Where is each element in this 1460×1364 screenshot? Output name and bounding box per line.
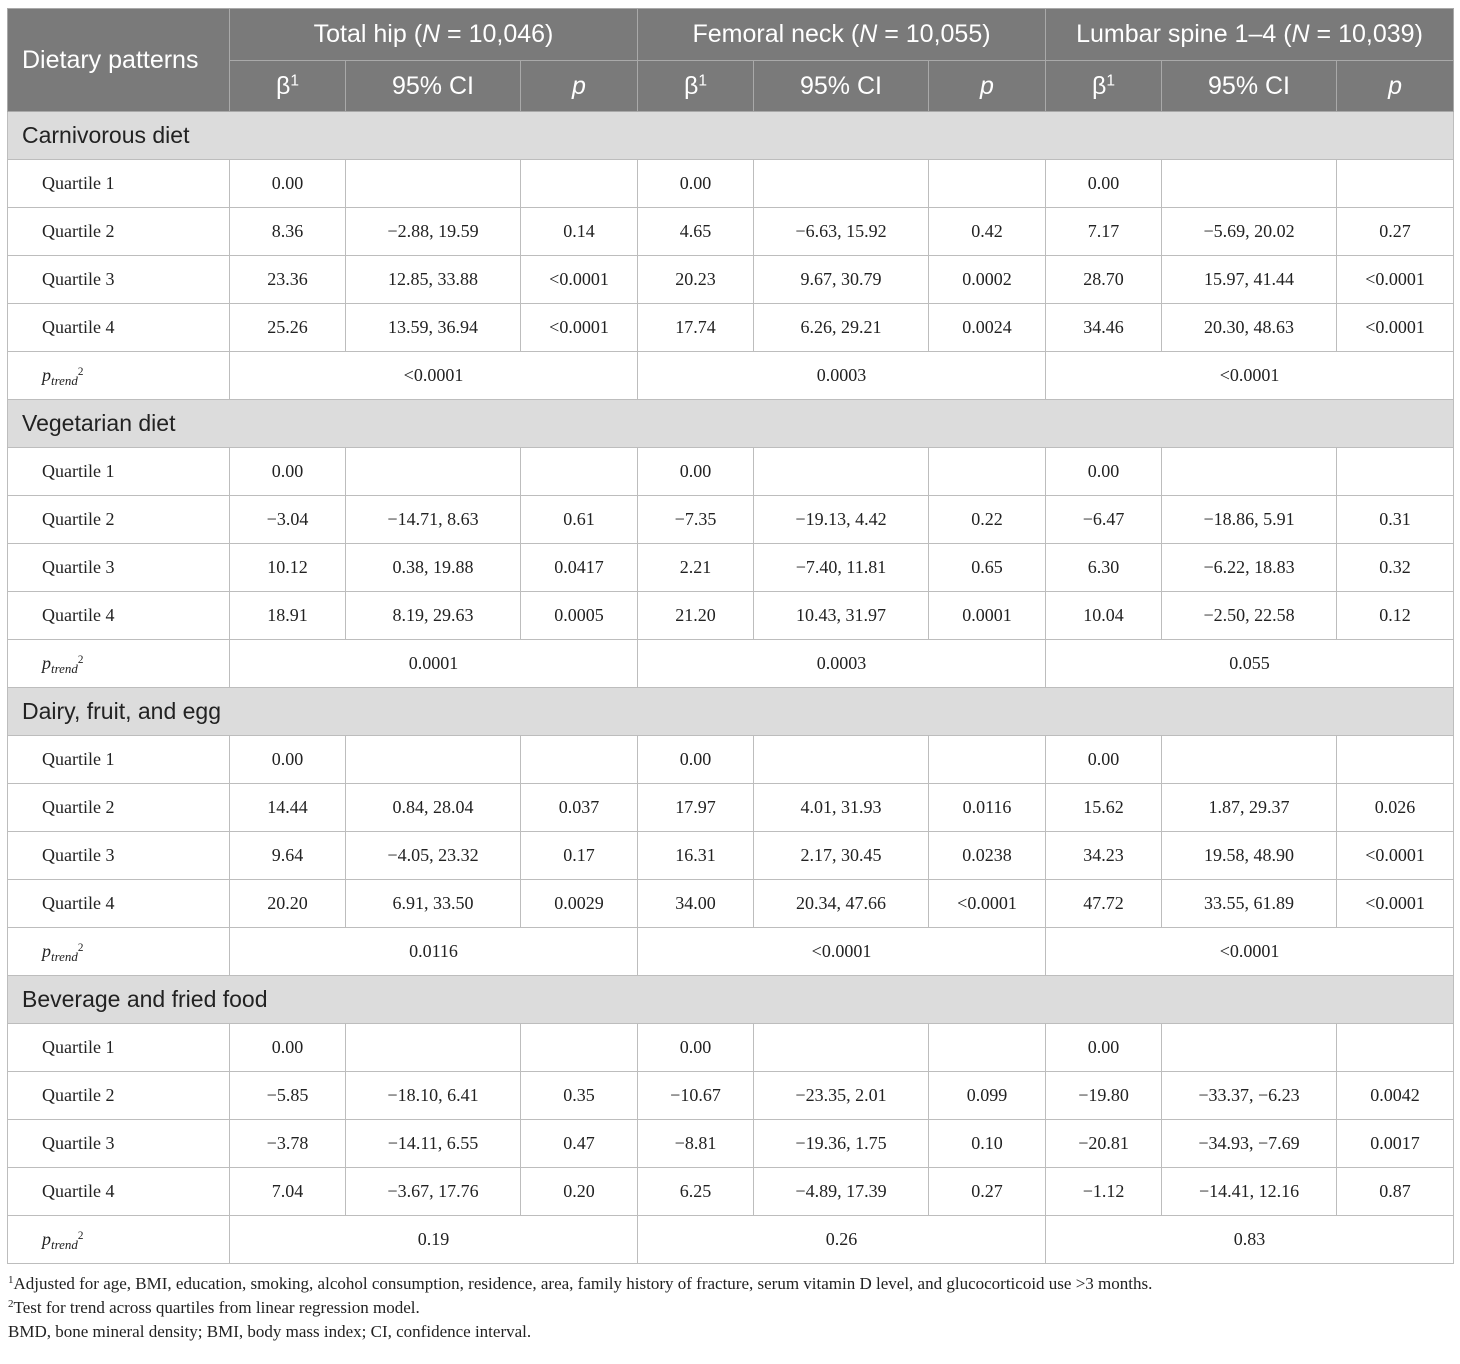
p-cell: 0.0029 — [521, 880, 638, 928]
trend-row — [8, 1216, 1454, 1264]
table-row — [8, 592, 1454, 640]
beta-cell: 0.00 — [1046, 736, 1162, 784]
ci-cell: −6.63, 15.92 — [754, 208, 929, 256]
group-n-label: N — [1291, 20, 1310, 48]
section-row — [8, 112, 1454, 160]
p-trend-subscript: trend — [51, 1236, 78, 1252]
beta-cell: 0.00 — [230, 448, 346, 496]
beta-cell: 6.25 — [638, 1168, 754, 1216]
p-cell: <0.0001 — [1337, 304, 1454, 352]
p-cell: 0.31 — [1337, 496, 1454, 544]
ci-cell: 0.84, 28.04 — [346, 784, 521, 832]
group-n-value: = 10,039) — [1309, 20, 1423, 48]
table-row — [8, 736, 1454, 784]
trend-row — [8, 352, 1454, 400]
p-cell: 0.61 — [521, 496, 638, 544]
ci-cell — [754, 736, 929, 784]
beta-cell: 0.00 — [1046, 1024, 1162, 1072]
p-cell: 0.0042 — [1337, 1072, 1454, 1120]
footnotes — [7, 1272, 1453, 1344]
p-cell — [1337, 448, 1454, 496]
p-trend-p: p — [42, 653, 51, 673]
quartile-label: Quartile 4 — [8, 592, 230, 640]
section-title: Vegetarian diet — [8, 400, 1454, 448]
quartile-label: Quartile 4 — [8, 304, 230, 352]
beta-footnote-mark: 1 — [290, 71, 299, 89]
p-cell: <0.0001 — [1337, 832, 1454, 880]
ci-cell: −14.71, 8.63 — [346, 496, 521, 544]
beta-footnote-mark: 1 — [698, 71, 707, 89]
beta-cell: 25.26 — [230, 304, 346, 352]
p-trend-value: 0.83 — [1046, 1216, 1454, 1264]
p-trend-value: 0.19 — [230, 1216, 638, 1264]
p-cell: 0.0017 — [1337, 1120, 1454, 1168]
quartile-label: Quartile 1 — [8, 448, 230, 496]
p-trend-label — [8, 928, 230, 976]
p-cell — [1337, 1024, 1454, 1072]
footnote-text: Test for trend across quartiles from linear regression model. — [13, 1298, 420, 1317]
p-trend-subscript: trend — [51, 948, 78, 964]
beta-cell: 34.46 — [1046, 304, 1162, 352]
beta-cell: −19.80 — [1046, 1072, 1162, 1120]
beta-header — [638, 61, 754, 112]
p-trend-value: 0.055 — [1046, 640, 1454, 688]
ci-cell: 13.59, 36.94 — [346, 304, 521, 352]
group-n-open: ( — [1276, 20, 1292, 48]
p-trend-label — [8, 640, 230, 688]
ci-cell: −33.37, −6.23 — [1162, 1072, 1337, 1120]
p-trend-footnote-mark: 2 — [77, 941, 84, 954]
footnote-text: Adjusted for age, BMI, education, smoking, alcohol consumption, residence, area, family history of fracture, serum vitamin D level, and glucocorticoid use >3 months. — [13, 1274, 1153, 1293]
p-header: p — [929, 61, 1046, 112]
p-cell — [929, 736, 1046, 784]
beta-cell: 0.00 — [1046, 448, 1162, 496]
beta-cell: −8.81 — [638, 1120, 754, 1168]
p-cell: <0.0001 — [1337, 880, 1454, 928]
footnote — [8, 1320, 1453, 1344]
p-trend-p: p — [42, 365, 51, 385]
beta-cell: −20.81 — [1046, 1120, 1162, 1168]
beta-cell: −7.35 — [638, 496, 754, 544]
ci-cell: 20.30, 48.63 — [1162, 304, 1337, 352]
ci-cell: −14.11, 6.55 — [346, 1120, 521, 1168]
p-trend-value: 0.0116 — [230, 928, 638, 976]
beta-cell: 17.74 — [638, 304, 754, 352]
p-cell: 0.27 — [929, 1168, 1046, 1216]
beta-cell: 7.17 — [1046, 208, 1162, 256]
beta-cell: 17.97 — [638, 784, 754, 832]
p-trend-label — [8, 1216, 230, 1264]
beta-cell: −3.78 — [230, 1120, 346, 1168]
ci-cell: −2.88, 19.59 — [346, 208, 521, 256]
ci-cell: −19.13, 4.42 — [754, 496, 929, 544]
ci-cell: −7.40, 11.81 — [754, 544, 929, 592]
p-cell: 0.10 — [929, 1120, 1046, 1168]
p-cell: 0.0238 — [929, 832, 1046, 880]
beta-symbol: β — [1092, 71, 1107, 100]
p-cell — [521, 448, 638, 496]
quartile-label: Quartile 3 — [8, 544, 230, 592]
ci-cell — [1162, 1024, 1337, 1072]
ci-cell: −4.05, 23.32 — [346, 832, 521, 880]
beta-cell: 28.70 — [1046, 256, 1162, 304]
group-n-label: N — [422, 20, 441, 48]
group-name: Femoral neck — [692, 20, 844, 48]
group-n-value: = 10,046) — [440, 20, 554, 48]
p-cell — [929, 448, 1046, 496]
beta-cell: 34.23 — [1046, 832, 1162, 880]
p-trend-value: 0.0003 — [638, 640, 1046, 688]
beta-cell: −6.47 — [1046, 496, 1162, 544]
section-title: Beverage and fried food — [8, 976, 1454, 1024]
ci-header: 95% CI — [754, 61, 929, 112]
beta-cell: 8.36 — [230, 208, 346, 256]
beta-cell: 18.91 — [230, 592, 346, 640]
group-n-label: N — [859, 20, 878, 48]
table-row — [8, 1024, 1454, 1072]
beta-header — [1046, 61, 1162, 112]
ci-cell: −3.67, 17.76 — [346, 1168, 521, 1216]
beta-cell: 47.72 — [1046, 880, 1162, 928]
quartile-label: Quartile 2 — [8, 496, 230, 544]
beta-cell: 0.00 — [638, 160, 754, 208]
group-n-open: ( — [843, 20, 860, 48]
table-row — [8, 1072, 1454, 1120]
p-cell: 0.0002 — [929, 256, 1046, 304]
ci-cell: 33.55, 61.89 — [1162, 880, 1337, 928]
ci-cell: 20.34, 47.66 — [754, 880, 929, 928]
table-row — [8, 208, 1454, 256]
table-body — [8, 112, 1454, 1264]
group-n-value: = 10,055) — [877, 20, 991, 48]
ci-cell — [754, 448, 929, 496]
beta-cell: −3.04 — [230, 496, 346, 544]
ci-cell: −18.10, 6.41 — [346, 1072, 521, 1120]
ci-cell: 15.97, 41.44 — [1162, 256, 1337, 304]
p-cell: 0.65 — [929, 544, 1046, 592]
ci-cell: −4.89, 17.39 — [754, 1168, 929, 1216]
group-header — [230, 9, 638, 61]
p-trend-value: <0.0001 — [1046, 928, 1454, 976]
p-cell: 0.026 — [1337, 784, 1454, 832]
p-cell — [521, 736, 638, 784]
p-cell — [929, 1024, 1046, 1072]
group-name: Total hip — [313, 20, 407, 48]
beta-cell: −1.12 — [1046, 1168, 1162, 1216]
beta-cell: 10.04 — [1046, 592, 1162, 640]
ci-cell — [1162, 736, 1337, 784]
p-cell: 0.0024 — [929, 304, 1046, 352]
ci-cell: −6.22, 18.83 — [1162, 544, 1337, 592]
beta-cell: 23.36 — [230, 256, 346, 304]
p-trend-label — [8, 352, 230, 400]
ci-cell: −19.36, 1.75 — [754, 1120, 929, 1168]
beta-symbol: β — [683, 71, 699, 100]
table-row — [8, 784, 1454, 832]
quartile-label: Quartile 2 — [8, 208, 230, 256]
p-cell: 0.037 — [521, 784, 638, 832]
footnote — [8, 1272, 1453, 1296]
p-cell: 0.099 — [929, 1072, 1046, 1120]
group-header — [638, 9, 1046, 61]
dietary-patterns-header: Dietary patterns — [8, 9, 230, 112]
p-trend-value: 0.26 — [638, 1216, 1046, 1264]
beta-footnote-mark: 1 — [1106, 71, 1116, 89]
dietary-patterns-bmd-table — [7, 8, 1454, 1264]
table-row — [8, 544, 1454, 592]
table-row — [8, 1120, 1454, 1168]
section-row — [8, 688, 1454, 736]
ci-cell: −34.93, −7.69 — [1162, 1120, 1337, 1168]
p-cell: 0.0417 — [521, 544, 638, 592]
ci-cell — [346, 1024, 521, 1072]
ci-cell: 2.17, 30.45 — [754, 832, 929, 880]
ci-cell — [346, 448, 521, 496]
table-row — [8, 160, 1454, 208]
table-row — [8, 448, 1454, 496]
beta-cell: 0.00 — [230, 1024, 346, 1072]
quartile-label: Quartile 3 — [8, 832, 230, 880]
p-cell: <0.0001 — [929, 880, 1046, 928]
results-table-container — [7, 8, 1453, 1344]
p-cell: 0.35 — [521, 1072, 638, 1120]
quartile-label: Quartile 4 — [8, 880, 230, 928]
p-cell: 0.87 — [1337, 1168, 1454, 1216]
table-row — [8, 496, 1454, 544]
p-cell: 0.0116 — [929, 784, 1046, 832]
ci-cell — [754, 1024, 929, 1072]
p-trend-footnote-mark: 2 — [77, 365, 84, 378]
p-trend-value: <0.0001 — [230, 352, 638, 400]
section-row — [8, 976, 1454, 1024]
p-cell: <0.0001 — [521, 304, 638, 352]
p-cell: 0.27 — [1337, 208, 1454, 256]
beta-cell: 0.00 — [638, 736, 754, 784]
p-cell: 0.32 — [1337, 544, 1454, 592]
ci-cell: −23.35, 2.01 — [754, 1072, 929, 1120]
ci-cell: 19.58, 48.90 — [1162, 832, 1337, 880]
ci-cell: 6.26, 29.21 — [754, 304, 929, 352]
p-cell — [521, 1024, 638, 1072]
table-row — [8, 880, 1454, 928]
ci-cell: −2.50, 22.58 — [1162, 592, 1337, 640]
beta-cell: 21.20 — [638, 592, 754, 640]
quartile-label: Quartile 4 — [8, 1168, 230, 1216]
section-title: Dairy, fruit, and egg — [8, 688, 1454, 736]
beta-cell: 0.00 — [230, 736, 346, 784]
ci-cell — [346, 736, 521, 784]
ci-cell: 12.85, 33.88 — [346, 256, 521, 304]
beta-cell: 10.12 — [230, 544, 346, 592]
beta-cell: 14.44 — [230, 784, 346, 832]
p-trend-p: p — [42, 941, 51, 961]
p-cell: 0.22 — [929, 496, 1046, 544]
p-cell: 0.17 — [521, 832, 638, 880]
p-trend-footnote-mark: 2 — [77, 653, 84, 666]
quartile-label: Quartile 2 — [8, 784, 230, 832]
ci-cell: 6.91, 33.50 — [346, 880, 521, 928]
beta-header — [230, 61, 346, 112]
beta-cell: 20.20 — [230, 880, 346, 928]
beta-cell: 16.31 — [638, 832, 754, 880]
beta-cell: 34.00 — [638, 880, 754, 928]
p-header: p — [1337, 61, 1454, 112]
table-row — [8, 1168, 1454, 1216]
ci-cell: 0.38, 19.88 — [346, 544, 521, 592]
trend-row — [8, 640, 1454, 688]
beta-symbol: β — [275, 71, 291, 100]
table-header — [8, 9, 1454, 112]
beta-cell: 4.65 — [638, 208, 754, 256]
group-name: Lumbar spine 1–4 — [1076, 20, 1277, 48]
quartile-label: Quartile 1 — [8, 1024, 230, 1072]
p-cell — [929, 160, 1046, 208]
ci-cell: 10.43, 31.97 — [754, 592, 929, 640]
p-trend-footnote-mark: 2 — [77, 1229, 84, 1242]
p-trend-value: 0.0001 — [230, 640, 638, 688]
p-header: p — [521, 61, 638, 112]
p-cell: <0.0001 — [1337, 256, 1454, 304]
quartile-label: Quartile 3 — [8, 256, 230, 304]
beta-cell: 0.00 — [638, 448, 754, 496]
p-cell: 0.0005 — [521, 592, 638, 640]
quartile-label: Quartile 2 — [8, 1072, 230, 1120]
p-cell: 0.0001 — [929, 592, 1046, 640]
ci-cell: 8.19, 29.63 — [346, 592, 521, 640]
group-header — [1046, 9, 1454, 61]
p-cell — [1337, 160, 1454, 208]
beta-cell: 0.00 — [638, 1024, 754, 1072]
ci-header: 95% CI — [346, 61, 521, 112]
ci-cell — [346, 160, 521, 208]
p-trend-value: 0.0003 — [638, 352, 1046, 400]
table-row — [8, 832, 1454, 880]
p-cell: 0.42 — [929, 208, 1046, 256]
table-row — [8, 256, 1454, 304]
footnote — [8, 1296, 1453, 1320]
ci-cell — [1162, 448, 1337, 496]
footnote-mark: 2 — [8, 1298, 14, 1310]
ci-cell: −5.69, 20.02 — [1162, 208, 1337, 256]
ci-cell: 1.87, 29.37 — [1162, 784, 1337, 832]
p-cell: 0.14 — [521, 208, 638, 256]
ci-cell: −18.86, 5.91 — [1162, 496, 1337, 544]
ci-cell — [754, 160, 929, 208]
section-row — [8, 400, 1454, 448]
p-trend-value: <0.0001 — [638, 928, 1046, 976]
beta-cell: −10.67 — [638, 1072, 754, 1120]
beta-cell: 20.23 — [638, 256, 754, 304]
beta-cell: −5.85 — [230, 1072, 346, 1120]
quartile-label: Quartile 3 — [8, 1120, 230, 1168]
beta-cell: 6.30 — [1046, 544, 1162, 592]
ci-cell: 4.01, 31.93 — [754, 784, 929, 832]
beta-cell: 15.62 — [1046, 784, 1162, 832]
p-trend-subscript: trend — [51, 660, 78, 676]
quartile-label: Quartile 1 — [8, 160, 230, 208]
beta-cell: 7.04 — [230, 1168, 346, 1216]
trend-row — [8, 928, 1454, 976]
p-cell: 0.47 — [521, 1120, 638, 1168]
ci-cell: −14.41, 12.16 — [1162, 1168, 1337, 1216]
beta-cell: 0.00 — [1046, 160, 1162, 208]
table-row — [8, 304, 1454, 352]
p-cell: 0.20 — [521, 1168, 638, 1216]
p-trend-subscript: trend — [51, 372, 78, 388]
beta-cell: 2.21 — [638, 544, 754, 592]
ci-cell: 9.67, 30.79 — [754, 256, 929, 304]
footnote-text: BMD, bone mineral density; BMI, body mass index; CI, confidence interval. — [8, 1322, 532, 1341]
quartile-label: Quartile 1 — [8, 736, 230, 784]
group-n-open: ( — [406, 20, 423, 48]
p-cell — [1337, 736, 1454, 784]
p-cell — [521, 160, 638, 208]
beta-cell: 0.00 — [230, 160, 346, 208]
footnote-mark: 1 — [8, 1274, 14, 1286]
ci-header: 95% CI — [1162, 61, 1337, 112]
p-trend-value: <0.0001 — [1046, 352, 1454, 400]
p-cell: <0.0001 — [521, 256, 638, 304]
p-cell: 0.12 — [1337, 592, 1454, 640]
header-group-row — [8, 9, 1454, 61]
p-trend-p: p — [42, 1229, 51, 1249]
ci-cell — [1162, 160, 1337, 208]
beta-cell: 9.64 — [230, 832, 346, 880]
section-title: Carnivorous diet — [8, 112, 1454, 160]
